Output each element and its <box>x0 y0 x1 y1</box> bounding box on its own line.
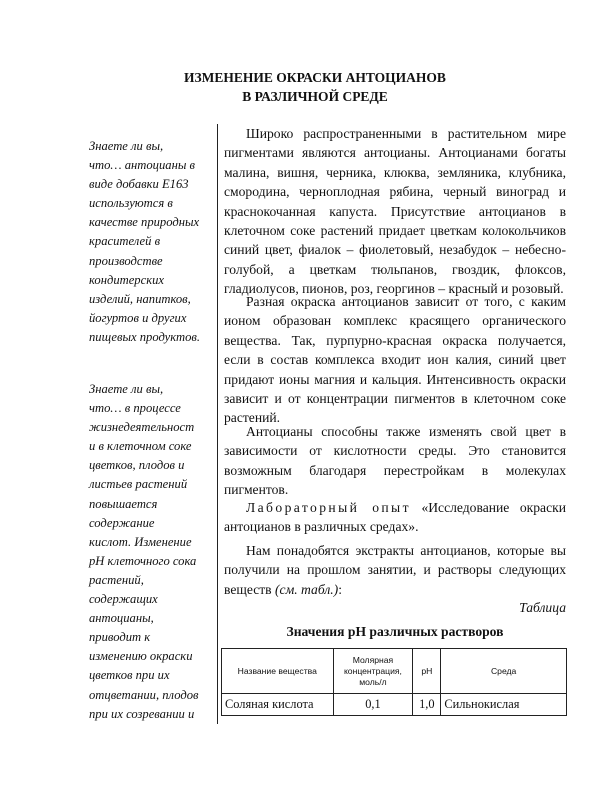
table-label: Таблица <box>519 600 566 615</box>
note-line: растений, <box>89 572 144 587</box>
note-line: отцветании, плодов <box>89 687 199 702</box>
page-title <box>150 68 480 106</box>
note-line: антоцианы, <box>89 611 154 626</box>
paragraph-lab-experiment <box>224 498 566 537</box>
header-ph: pH <box>413 649 441 694</box>
note-line: цветков, плодов и <box>89 458 185 473</box>
note-line: виде добавки Е163 <box>89 177 189 192</box>
note-line: йогуртов и других <box>89 310 187 325</box>
note-line: изменению окраски <box>89 649 193 664</box>
note-line: содержание <box>89 515 155 530</box>
note-line: и в клеточном соке <box>89 439 192 454</box>
ph-table <box>221 648 567 716</box>
note-line: при их созревании и <box>89 706 195 721</box>
paragraph-acidity <box>224 422 566 500</box>
note-line: используются в <box>89 196 173 211</box>
sidebar-note-2 <box>89 380 217 724</box>
column-divider <box>217 124 218 724</box>
note-line: Знаете ли вы, <box>89 139 164 153</box>
paragraph-end: : <box>338 581 342 597</box>
sidebar-note-1 <box>89 137 217 347</box>
lab-experiment-title: «Исследование окраски антоцианов в различных средах». <box>224 500 566 535</box>
note-line: красителей в <box>89 234 161 249</box>
note-line: содержащих <box>89 592 158 607</box>
table-header-row <box>222 649 567 694</box>
note-line: кислот. Изменение <box>89 534 192 549</box>
note-line: что… антоцианы в <box>89 158 195 173</box>
note-line: пищевых продуктов. <box>89 329 200 344</box>
table-reference: (см. табл.) <box>275 581 339 597</box>
note-line: цветков при их <box>89 668 170 683</box>
note-line: производстве <box>89 253 163 268</box>
note-line: pH клеточного сока <box>89 553 197 568</box>
paragraph-text: Широко распространенными в растительном мире пигментами являются антоцианы. Антоцианами богаты малина, вишня, черника, клюква, земляника, клубника, смородина, черноплодная рябина, черный виноград и краснокочанная капуста. Присутствие антоцианов в клеточном соке растений придает цветкам колокольчиков синий цвет, фиалок – фиолетовый, незабудок – небесно-голубой, а цветкам тюльпанов, гвоздик, флоксов, гладиолусов, пионов, роз, георгинов – красный и розовый. <box>224 126 566 297</box>
cell-substance: Соляная кислота <box>222 694 334 716</box>
header-concentration: Молярная концентрация, моль/л <box>333 649 413 694</box>
note-line: листьев растений <box>89 477 188 492</box>
note-line: повышается <box>89 496 158 511</box>
paragraph-text: Нам понадобятся экстракты антоцианов, которые вы получили на прошлом занятии, и растворы следующих веществ <box>224 543 566 597</box>
note-line: качестве природных <box>89 215 200 230</box>
paragraph-color-ions <box>224 292 566 428</box>
note-line: приводит к <box>89 630 151 645</box>
note-line: изделий, напитков, <box>89 291 191 306</box>
paragraph-intro <box>224 124 566 299</box>
table-row <box>222 694 567 716</box>
title-line-2: В РАЗЛИЧНОЙ СРЕДЕ <box>242 89 388 104</box>
cell-medium: Сильнокислая <box>441 694 567 716</box>
title-line-1: ИЗМЕНЕНИЕ ОКРАСКИ АНТОЦИАНОВ <box>184 70 446 85</box>
header-medium: Среда <box>441 649 567 694</box>
cell-ph: 1,0 <box>413 694 441 716</box>
paragraph-text: Антоцианы способны также изменять свой цвет в зависимости от кислотности среды. Это становится возможным благодаря перестройкам в молекулах пигментов. <box>224 424 566 498</box>
lab-experiment-label: Лабораторный опыт <box>246 500 411 515</box>
note-line: Знаете ли вы, <box>89 382 164 396</box>
paragraph-text: Разная окраска антоцианов зависит от того, с каким ионом образован комплекс красящего органического вещества. Так, пурпурно-красная окраска получается, если в состав комплекса входит ион калия, синий цвет придают ионы магния и кальция. Интенсивность окраски зависит и от концентрации пигментов в клеточном соке растений. <box>224 294 566 426</box>
header-substance: Название вещества <box>222 649 334 694</box>
table-title: Значения pH различных растворов <box>286 624 504 639</box>
note-line: кондитерских <box>89 272 164 287</box>
cell-concentration: 0,1 <box>333 694 413 716</box>
note-line: жизнедеятельност <box>89 420 195 435</box>
paragraph-materials <box>224 541 566 599</box>
note-line: что… в процессе <box>89 401 181 416</box>
